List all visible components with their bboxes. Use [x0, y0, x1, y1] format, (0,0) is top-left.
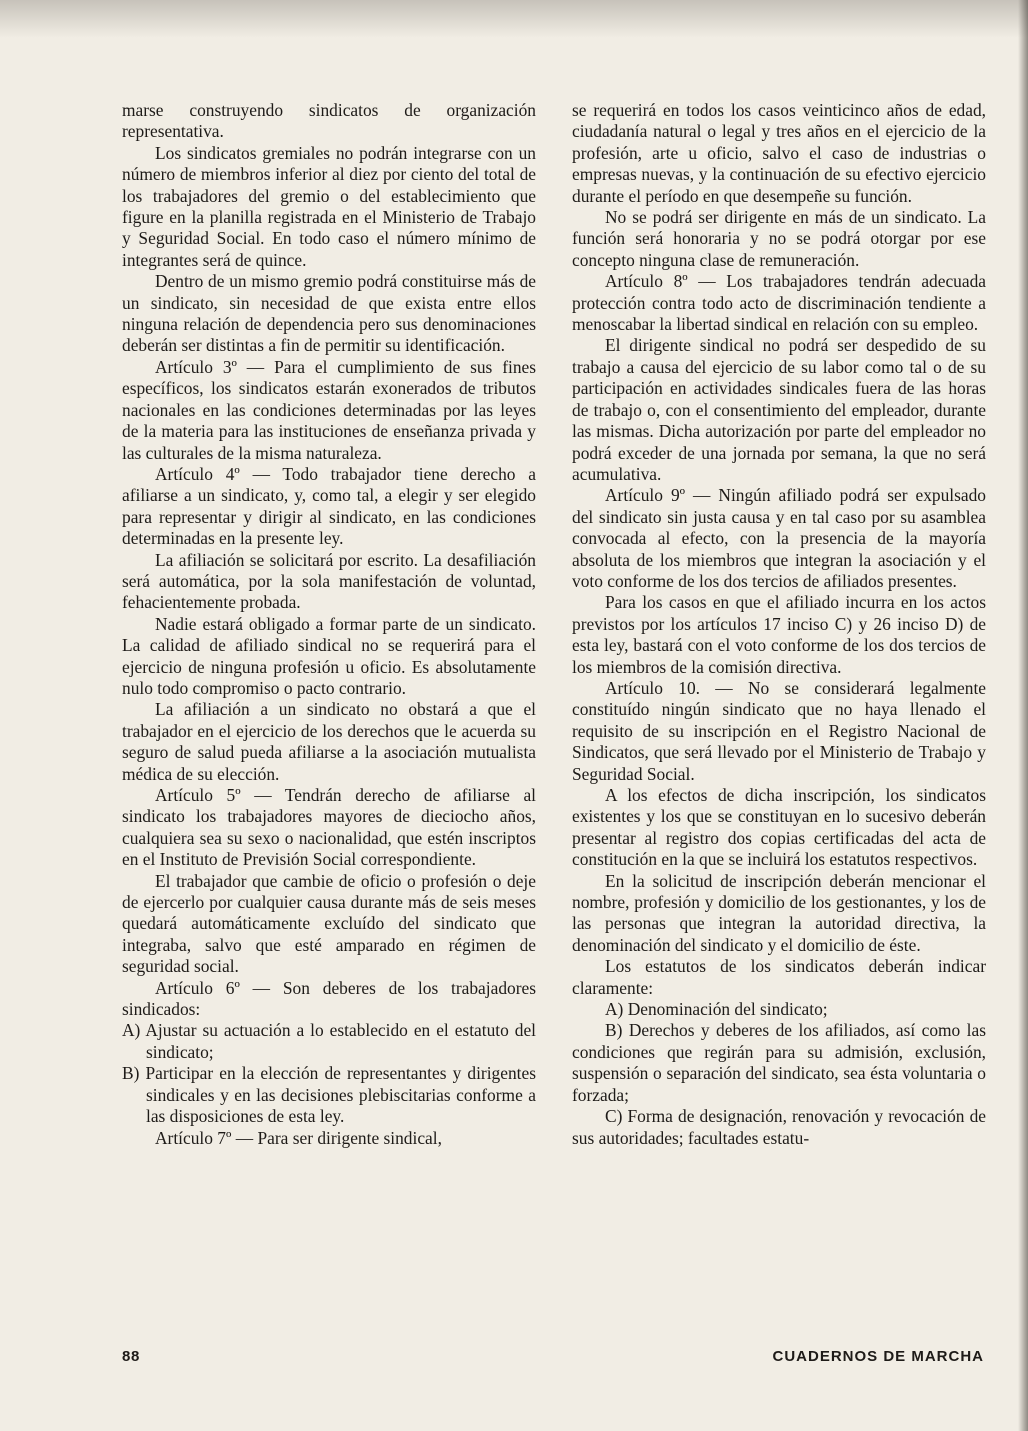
paragraph: A los efectos de dicha inscripción, los sindicatos existentes y los que se constituyan en lo sucesivo deberán presentar al registro dos copias certificadas del acta de constitución en la que se incluirá los estatutos respectivos.: [572, 785, 986, 870]
paragraph: Para los casos en que el afiliado incurra en los actos previstos por los artículos 17 inciso C) y 26 inciso D) de esta ley, bastará con el voto conforme de los dos tercios de los miembros de la comisión directiva.: [572, 592, 986, 677]
paragraph: El dirigente sindical no podrá ser despedido de su trabajo a causa del ejercicio de su labor como tal o de su participación en actividades sindicales fuera de las horas de trabajo o, con el consentimiento del empleador, durante las mismas. Dicha autorización por parte del empleador no podrá exceder de una jornada por semana, la que no será acumulativa.: [572, 335, 986, 484]
paragraph: La afiliación se solicitará por escrito. La desafiliación será automática, por la sola manifestación de voluntad, fehacientemente probada.: [122, 549, 536, 613]
left-text-column: [122, 100, 536, 1149]
paragraph: La afiliación a un sindicato no obstará a que el trabajador en el ejercicio de los derechos que le acuerda su seguro de salud pueda afiliarse a la asociación mutualista médica de su elección.: [122, 699, 536, 784]
article-5-paragraph: Artículo 5º — Tendrán derecho de afiliarse al sindicato los trabajadores mayores de dieciocho años, cualquiera sea su sexo o nacionalidad, que estén inscriptos en el Instituto de Previsión Social correspondiente.: [122, 785, 536, 870]
article-7-paragraph: Artículo 7º — Para ser dirigente sindical,: [155, 1127, 442, 1148]
list-item: A) Ajustar su actuación a lo establecido en el estatuto del sindicato;: [122, 1020, 536, 1062]
page-right-edge: [1018, 0, 1028, 1431]
paragraph: El trabajador que cambie de oficio o profesión o deje de ejercerlo por cualquier causa durante más de seis meses quedará automáticamente excluído del sindicato que integraba, salvo que esté amparado en régimen de seguridad social.: [122, 870, 536, 977]
page-number: 88: [122, 1348, 140, 1365]
paragraph: Dentro de un mismo gremio podrá constituirse más de un sindicato, sin necesidad de que exista entre ellos ninguna relación de dependencia pero sus denominaciones deberán ser distintas a fin de permitir su identificación.: [122, 271, 536, 356]
page-top-shadow: [0, 0, 1028, 38]
paragraph: Nadie estará obligado a formar parte de un sindicato. La calidad de afiliado sindical no se requerirá para el ejercicio de ninguna profesión u oficio. Es absolutamente nulo todo compromiso o pacto contrario.: [122, 613, 536, 698]
article-4-paragraph: Artículo 4º — Todo trabajador tiene derecho a afiliarse a un sindicato, y, como tal, a elegir y ser elegido para representar y dirigir al sindicato, en las condiciones determinadas en la presente ley.: [122, 463, 536, 549]
paragraph: En la solicitud de inscripción deberán mencionar el nombre, profesión y domicilio de los gestionantes, y los de las personas que integran la autoridad directiva, la denominación del sindicato y el domicilio de éste.: [572, 870, 986, 955]
article-9-paragraph: Artículo 9º — Ningún afiliado podrá ser expulsado del sindicato sin justa causa y en tal caso por su asamblea convocada al efecto, con la presencia de la mayoría absoluta de los miembros que integran la asociación y el voto conforme de los dos tercios de afiliados presentes.: [572, 485, 986, 591]
article-6-paragraph: Artículo 6º — Son deberes de los trabajadores sindicados:: [122, 977, 536, 1020]
paragraph: marse construyendo sindicatos de organización representativa.: [122, 100, 536, 142]
list-item: C) Forma de designación, renovación y revocación de sus autoridades; facultades estatu-: [572, 1106, 986, 1148]
paragraph: No se podrá ser dirigente en más de un sindicato. La función será honoraria y no se podrá otorgar por ese concepto ninguna clase de remuneración.: [572, 207, 986, 270]
right-text-column: [572, 100, 986, 1149]
article-3-paragraph: Artículo 3º — Para el cumplimiento de sus fines específicos, los sindicatos estarán exonerados de tributos nacionales en las condiciones determinadas por las leyes de la materia para las instituciones de enseñanza privada y las culturales de la misma naturaleza.: [122, 356, 536, 463]
paragraph: se requerirá en todos los casos veinticinco años de edad, ciudadanía natural o legal y tres años en el ejercicio de la profesión, arte u oficio, salvo el caso de industrias o empresas nuevas, y la continuación de su efectivo ejercicio durante el período en que desempeñe su función.: [572, 100, 986, 206]
list-item: B) Participar en la elección de representantes y dirigentes sindicales y en las decisiones plebiscitarias conforme a las disposiciones de esta ley.: [122, 1063, 536, 1127]
paragraph: Los sindicatos gremiales no podrán integrarse con un número de miembros inferior al diez por ciento del total de los trabajadores del gremio o del establecimiento que figure en la planilla registrada en el Ministerio de Trabajo y Seguridad Social. En todo caso el número mínimo de integrantes será de quince.: [122, 142, 536, 270]
article-8-paragraph: Artículo 8º — Los trabajadores tendrán adecuada protección contra todo acto de discriminación tendiente a menoscabar la libertad sindical en relación con su empleo.: [572, 271, 986, 335]
journal-title: CUADERNOS DE MARCHA: [772, 1348, 984, 1365]
list-item: A) Denominación del sindicato;: [605, 999, 828, 1020]
page-footer: [122, 1348, 984, 1365]
article-10-paragraph: Artículo 10. — No se considerará legalmente constituído ningún sindicato que no haya llenado el requisito de su inscripción en el Registro Nacional de Sindicatos, que será llevado por el Ministerio de Trabajo y Seguridad Social.: [572, 677, 986, 784]
list-item: B) Derechos y deberes de los afiliados, así como las condiciones que regirán para su admisión, exclusión, suspensión o separación del sindicato, sea ésta voluntaria o forzada;: [572, 1020, 986, 1105]
paragraph: Los estatutos de los sindicatos deberán indicar claramente:: [572, 956, 986, 998]
